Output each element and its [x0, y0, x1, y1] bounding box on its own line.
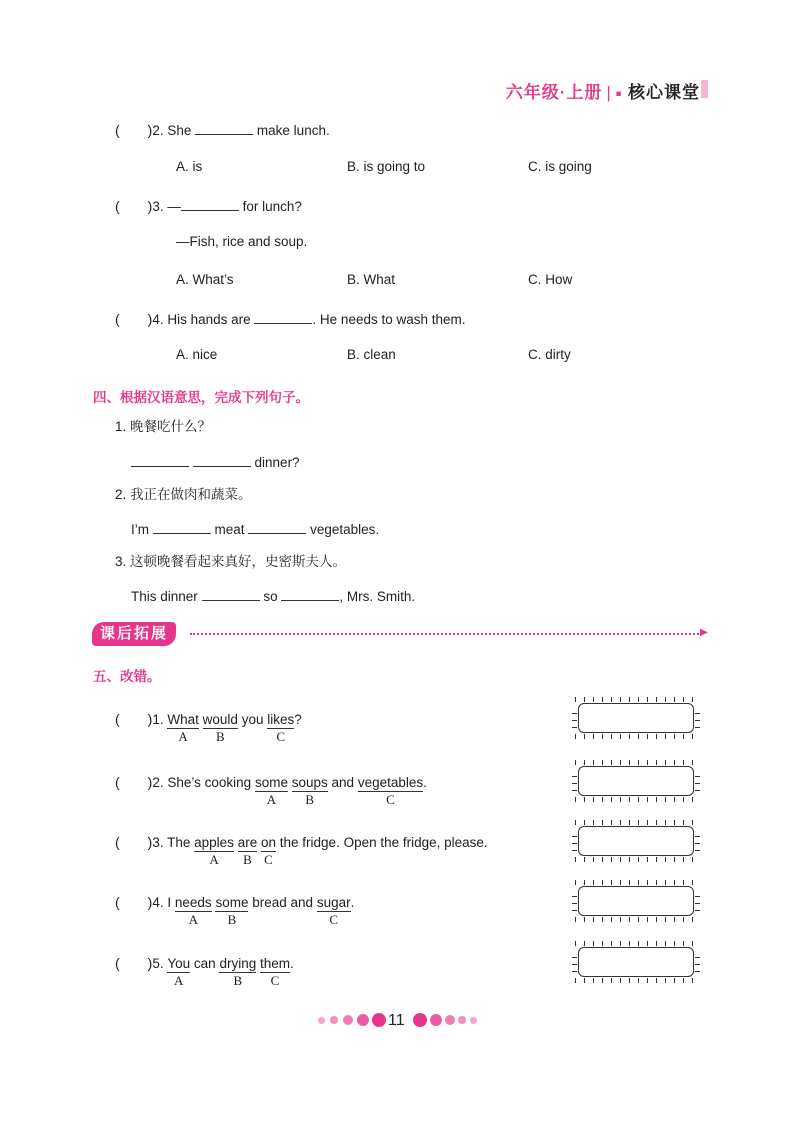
correction-item-5 [115, 954, 294, 988]
correction-item-4 [115, 893, 355, 927]
stem-before: — [167, 199, 181, 214]
plain-text: you [241, 712, 264, 727]
section4-item1-en [131, 452, 300, 472]
underlined-part-a: What A [167, 712, 199, 744]
page-dot-decoration [413, 1013, 427, 1027]
underlined-part-a: You A [167, 956, 191, 988]
item-number: 2. [152, 775, 164, 790]
correction-item-2 [115, 773, 427, 807]
section4-item1-cn: 1. 晚餐吃什么？ [115, 419, 212, 434]
reply-line: —Fish, rice and soup. [176, 234, 308, 249]
underlined-part-c: sugar C [316, 895, 351, 927]
header-title: 核心课堂 [628, 83, 700, 102]
header-volume: 上册 [566, 83, 603, 102]
fill-blank[interactable] [193, 452, 251, 467]
section4-item3-en [131, 586, 415, 606]
correction-box[interactable] [578, 947, 694, 977]
item-number: 1. [152, 712, 164, 727]
option-b: B. What [347, 272, 396, 287]
option-a: A. nice [176, 347, 218, 362]
plain-text: She’s cooking [167, 775, 252, 790]
option-b: B. clean [347, 347, 396, 362]
option-b: B. is going to [347, 159, 426, 174]
underlined-part-b: drying B [219, 956, 257, 988]
page-header [506, 78, 700, 103]
page-dot-decoration [330, 1016, 338, 1024]
plain-text: the fridge. Open the fridge, please. [279, 835, 488, 850]
option-c: C. dirty [528, 347, 571, 362]
answer-paren[interactable]: ( ) [115, 198, 153, 214]
banner-dotted-line [190, 633, 702, 635]
item-number: 5. [152, 956, 164, 971]
page-dot-decoration [343, 1015, 353, 1025]
plain-text: . [290, 956, 294, 971]
choice-item-4 [115, 309, 466, 329]
section4-item2-cn: 2. 我正在做肉和蔬菜。 [115, 487, 252, 502]
arrow-right-icon: ▶ [700, 627, 708, 638]
plain-text: can [193, 956, 216, 971]
en-start: I’m [131, 522, 149, 537]
en-end: vegetables. [310, 522, 380, 537]
option-a: A. is [176, 159, 203, 174]
item-number: 3. [152, 199, 164, 214]
fill-blank[interactable] [248, 519, 306, 534]
correction-box[interactable] [578, 703, 694, 733]
option-c: C. is going [528, 159, 592, 174]
stem-after: make lunch. [256, 123, 330, 138]
en-mid: so [263, 589, 278, 604]
underlined-part-a: needs A [174, 895, 212, 927]
section4-item3-cn: 3. 这顿晚餐看起来真好，史密斯夫人。 [115, 554, 347, 569]
answer-paren[interactable]: ( ) [115, 711, 153, 727]
plain-text: . [423, 775, 427, 790]
fill-blank[interactable] [281, 586, 339, 601]
section4-heading: 四、根据汉语意思，完成下列句子。 [93, 390, 309, 405]
underlined-part-b: would B [202, 712, 238, 744]
item-number: 2. [152, 123, 164, 138]
underlined-part-c: likes C [267, 712, 295, 744]
page-dot-decoration [372, 1013, 386, 1027]
underlined-part-a: apples A [194, 835, 234, 867]
correction-box[interactable] [578, 886, 694, 916]
fill-blank[interactable] [181, 196, 239, 211]
page-dot-decoration [357, 1014, 369, 1026]
fill-blank[interactable] [195, 120, 253, 135]
item-number: 4. [152, 312, 164, 327]
en-start: This dinner [131, 589, 198, 604]
fill-blank[interactable] [131, 452, 189, 467]
plain-text: The [167, 835, 191, 850]
en-end: , Mrs. Smith. [339, 589, 416, 604]
en-end: dinner? [254, 455, 300, 470]
correction-item-3 [115, 833, 488, 867]
underlined-part-c: them C [260, 956, 291, 988]
correction-item-1 [115, 710, 302, 744]
choice-item-2 [115, 120, 330, 140]
stem-after: for lunch? [242, 199, 302, 214]
fill-blank[interactable] [202, 586, 260, 601]
correction-box[interactable] [578, 766, 694, 796]
header-divider: | [606, 83, 612, 102]
fill-blank[interactable] [153, 519, 211, 534]
section-banner: 课后拓展 [92, 622, 176, 646]
underlined-part-b: are B [237, 835, 258, 867]
stem-after: . He needs to wash them. [312, 312, 466, 327]
page-dot-decoration [430, 1014, 442, 1026]
square-bullet-icon: ■ [615, 88, 623, 99]
option-a: A. What’s [176, 272, 234, 287]
underlined-part-c: vegetables C [357, 775, 424, 807]
correction-box[interactable] [578, 826, 694, 856]
page-dot-decoration [458, 1016, 466, 1024]
plain-text: ? [294, 712, 302, 727]
stem-before: She [167, 123, 192, 138]
plain-text: I [167, 895, 172, 910]
page-number: 11 [388, 1012, 405, 1029]
fill-blank[interactable] [254, 309, 312, 324]
underlined-part-b: some B [215, 895, 249, 927]
item-number: 4. [152, 895, 164, 910]
header-grade: 六年级 [505, 83, 560, 102]
answer-paren[interactable]: ( ) [115, 955, 153, 971]
section4-item2-en [131, 519, 379, 539]
en-mid: meat [214, 522, 245, 537]
stem-before: His hands are [167, 312, 251, 327]
option-c: C. How [528, 272, 573, 287]
underlined-part-b: soups B [291, 775, 328, 807]
plain-text: . [350, 895, 355, 910]
header-dot: · [559, 83, 567, 102]
answer-paren[interactable]: ( ) [115, 834, 153, 850]
section5-heading: 五、改错。 [93, 669, 161, 684]
item-number: 3. [152, 835, 164, 850]
page-dot-decoration [445, 1015, 455, 1025]
page-dot-decoration [318, 1017, 325, 1024]
choice-item-3 [115, 196, 302, 216]
underlined-part-a: some A [254, 775, 288, 807]
answer-paren[interactable]: ( ) [115, 122, 153, 138]
plain-text: and [331, 775, 355, 790]
page-dot-decoration [470, 1017, 477, 1024]
underlined-part-c: on C [260, 835, 277, 867]
answer-paren[interactable]: ( ) [115, 894, 153, 910]
plain-text: bread and [252, 895, 314, 910]
header-accent-bar [701, 80, 708, 98]
answer-paren[interactable]: ( ) [115, 774, 153, 790]
answer-paren[interactable]: ( ) [115, 311, 153, 327]
